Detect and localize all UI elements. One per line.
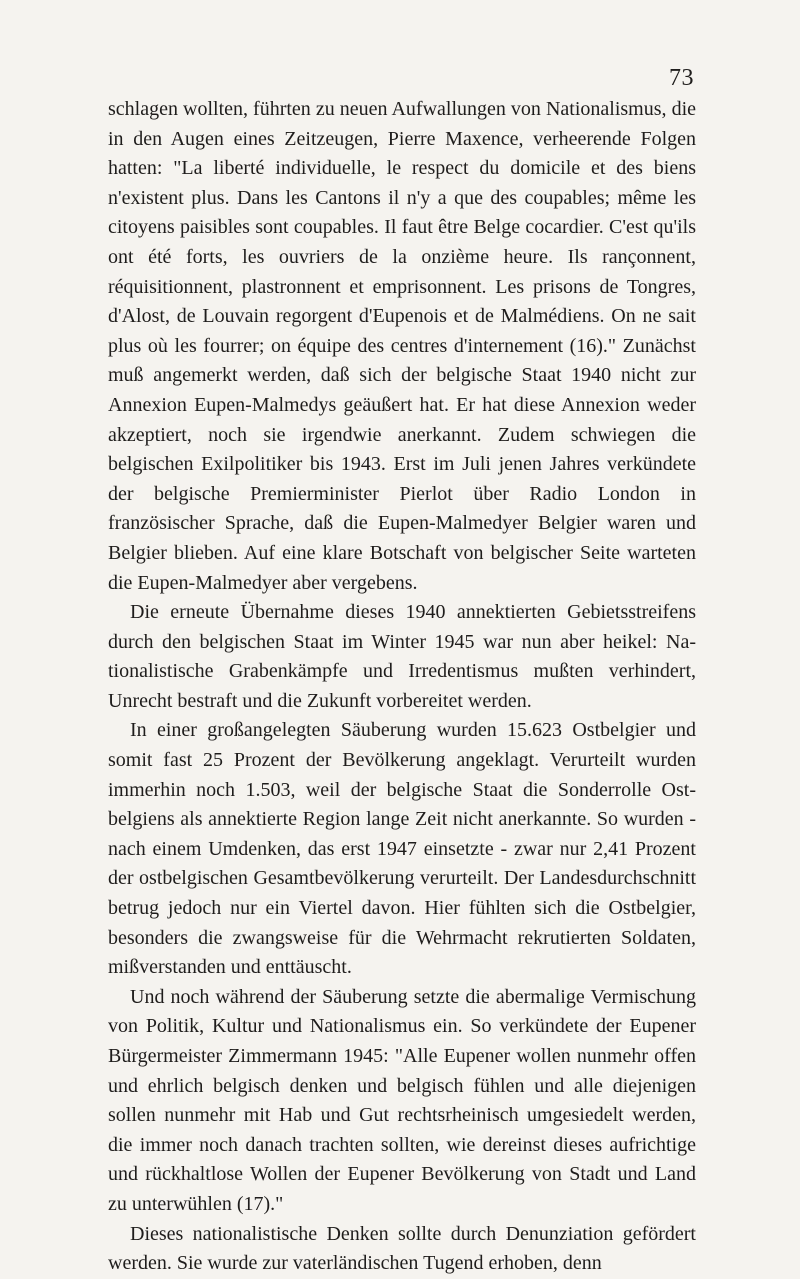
- paragraph-3: In einer großangelegten Säuberung wurden 15.623 Ostbelgier und somit fast 25 Prozent der Bevölkerung angeklagt. Verurteilt wurden immerhin noch 1.503, weil der belgische Staat die Sonderrolle Ostbelgiens als annektierte Region lange Zeit nicht anerkannte. So wurden - nach einem Umdenken, das erst 1947 einsetzte - zwar nur 2,41 Prozent der ostbelgischen Gesamtbevölkerung verurteilt. Der Landesdurchschnitt betrug jedoch nur ein Viertel davon. Hier fühlten sich die Ostbelgier, besonders die zwangsweise für die Wehrmacht rekrutierten Soldaten, mißverstanden und enttäuscht.: [108, 719, 696, 979]
- body-text: [108, 95, 696, 1279]
- paragraph-4: Und noch während der Säuberung setzte die abermalige Vermischung von Politik, Kultur und Nationalismus ein. So verkündete der Eupener Bürgermeister Zimmermann 1945: "Alle Eupener wollen nunmehr offen und ehrlich belgisch denken und belgisch fühlen und alle diejenigen sollen nunmehr mit Hab und Gut rechtsrheinisch umgesiedelt werden, die immer noch danach trachten sollten, wie dereinst dieses aufrichtige und rückhaltlose Wollen der Eupener Bevölkerung von Stadt und Land zu unterwühlen (17).": [108, 985, 696, 1215]
- paragraph-5: Dieses nationalistische Denken sollte durch Denunziation gefördert werden. Sie wurde zur vaterländischen Tugend erhoben, denn: [108, 1222, 696, 1275]
- paragraph-2: Die erneute Übernahme dieses 1940 annektierten Gebietsstreifens durch den belgischen Staat im Winter 1945 war nun aber heikel: Nationalistische Grabenkämpfe und Irredentismus mußten verhindert, Unrecht bestraft und die Zukunft vorbereitet werden.: [108, 601, 696, 712]
- paragraph-1: schlagen wollten, führten zu neuen Aufwallungen von Nationalismus, die in den Augen eines Zeitzeugen, Pierre Maxence, verheerende Folgen hatten: "La liberté individuelle, le respect du domicile et des biens n'existent plus. Dans les Cantons il n'y a que des coupables; même les citoyens paisibles sont coupables. Il faut être Belge cocardier. C'est qu'ils ont été forts, les ouvriers de la onzième heure. Ils rançonnent, réquisitionnent, plastronnent et emprisonnent. Les prisons de Tongres, d'Alost, de Louvain regorgent d'Eupenois et de Malmédiens. On ne sait plus où les fourrer; on équipe des centres d'internement (16)." Zunächst muß angemerkt werden, daß sich der belgische Staat 1940 nicht zur Annexion Eupen-Malmedys geäußert hat. Er hat diese Annexion weder akzeptiert, noch sie irgendwie anerkannt. Zudem schwiegen die belgischen Exilpolitiker bis 1943. Erst im Juli jenen Jahres verkündete der belgische Premierminister Pierlot über Radio London in französischer Sprache, daß die Eupen-Malmedyer Belgier waren und Belgier blieben. Auf eine klare Botschaft von belgischer Seite warteten die Eupen-Malmedyer aber vergebens.: [108, 98, 696, 594]
- page-number: 73: [669, 65, 694, 91]
